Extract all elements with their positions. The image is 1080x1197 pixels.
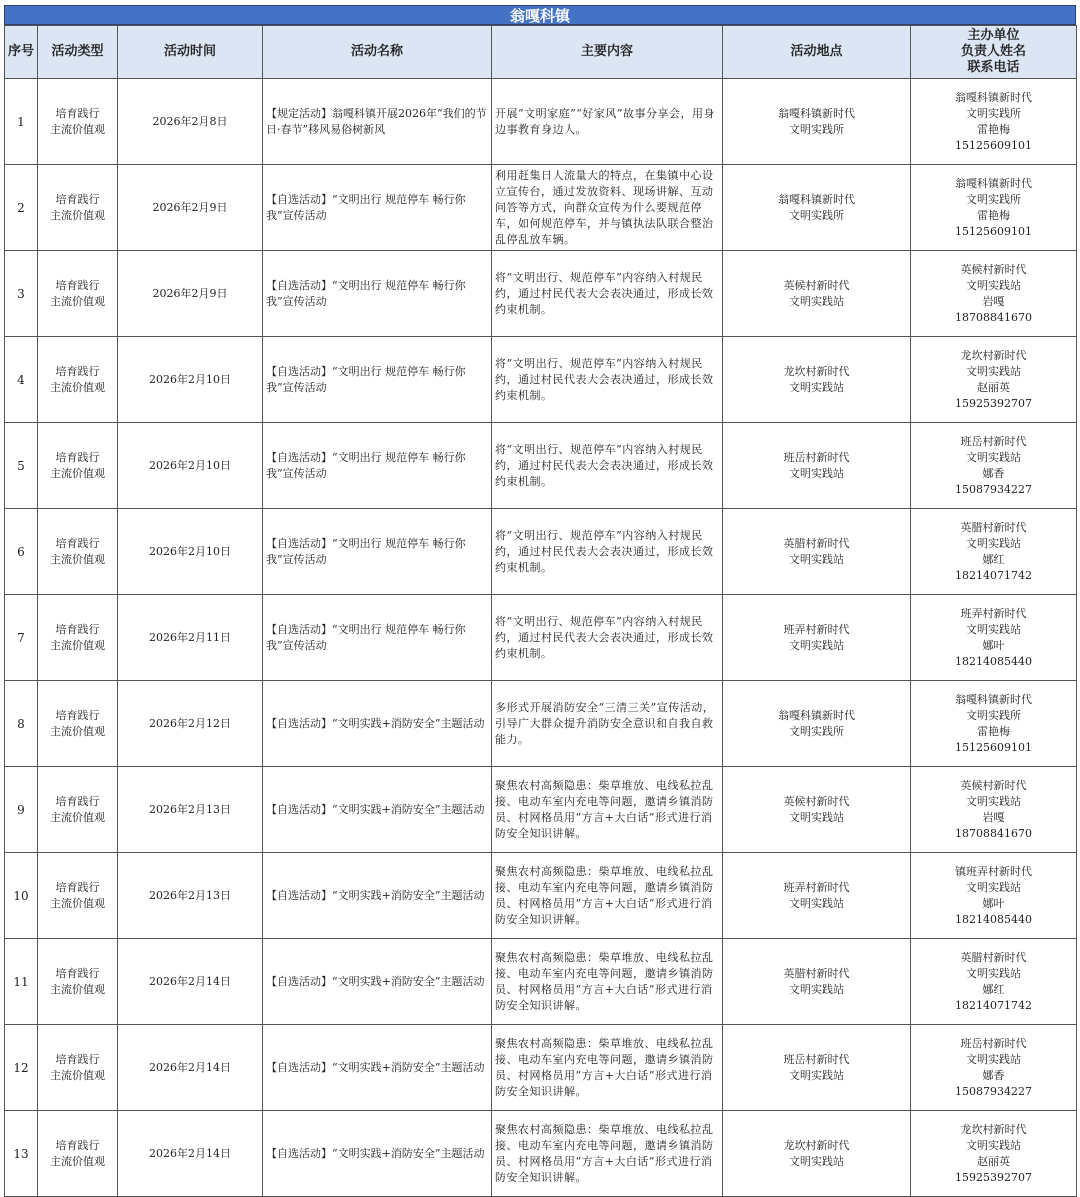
activity-type-line: 主流价值观 <box>50 208 105 222</box>
place-line: 班弄村新时代 <box>783 880 850 894</box>
table-row <box>5 165 1077 251</box>
row-organizer <box>911 681 1077 767</box>
row-organizer <box>911 337 1077 423</box>
row-index: 1 <box>5 79 38 165</box>
organizer-line: 班岳村新时代 <box>960 1036 1027 1050</box>
organizer-line: 文明实践站 <box>966 278 1021 292</box>
organizer-line: 英腊村新时代 <box>960 950 1027 964</box>
row-index: 6 <box>5 509 38 595</box>
row-activity-type <box>38 681 118 767</box>
header-organizer <box>911 26 1077 79</box>
row-index: 12 <box>5 1025 38 1111</box>
activity-type-line: 主流价值观 <box>50 638 105 652</box>
organizer-line: 娜叶 <box>982 896 1005 910</box>
table-row <box>5 853 1077 939</box>
activity-type-line: 培育践行 <box>55 106 100 120</box>
organizer-line: 赵丽英 <box>977 380 1010 394</box>
activity-type-line: 主流价值观 <box>50 810 105 824</box>
organizer-line: 娜香 <box>982 1068 1005 1082</box>
row-activity-place <box>723 251 911 337</box>
row-activity-place <box>723 79 911 165</box>
row-main-content: 将“文明出行、规范停车”内容纳入村规民约，通过村民代表大会表决通过，形成长效约束机制。 <box>492 509 723 595</box>
organizer-line: 娜红 <box>982 982 1005 996</box>
header-name: 活动名称 <box>263 26 492 79</box>
row-main-content: 聚焦农村高频隐患：柴草堆放、电线私拉乱接、电动车室内充电等问题，邀请乡镇消防员、村网格员用“方言+大白话”形式进行消防安全知识讲解。 <box>492 1111 723 1197</box>
place-line: 文明实践站 <box>789 466 844 480</box>
organizer-line: 班弄村新时代 <box>960 606 1027 620</box>
organizer-line: 雷艳梅 <box>977 122 1010 136</box>
header-time: 活动时间 <box>118 26 263 79</box>
organizer-line: 翁嘎科镇新时代 <box>955 176 1032 190</box>
table-row <box>5 509 1077 595</box>
table-row <box>5 939 1077 1025</box>
row-activity-time: 2026年2月10日 <box>118 423 263 509</box>
row-organizer <box>911 165 1077 251</box>
place-line: 英腊村新时代 <box>783 966 850 980</box>
activity-type-line: 培育践行 <box>55 1138 100 1152</box>
organizer-line: 娜红 <box>982 552 1005 566</box>
row-activity-type <box>38 595 118 681</box>
row-index: 13 <box>5 1111 38 1197</box>
row-activity-time: 2026年2月8日 <box>118 79 263 165</box>
row-index: 10 <box>5 853 38 939</box>
place-line: 翁嘎科镇新时代 <box>778 708 855 722</box>
place-line: 文明实践所 <box>789 724 844 738</box>
row-index: 11 <box>5 939 38 1025</box>
place-line: 文明实践站 <box>789 638 844 652</box>
organizer-line: 翁嘎科镇新时代 <box>955 90 1032 104</box>
row-index: 7 <box>5 595 38 681</box>
row-activity-type <box>38 939 118 1025</box>
row-activity-name: 【自选活动】“文明出行 规范停车 畅行你我”宣传活动 <box>263 337 492 423</box>
place-line: 龙坎村新时代 <box>783 364 850 378</box>
activity-type-line: 培育践行 <box>55 708 100 722</box>
row-activity-time: 2026年2月14日 <box>118 1025 263 1111</box>
place-line: 翁嘎科镇新时代 <box>778 106 855 120</box>
row-activity-type <box>38 767 118 853</box>
row-organizer <box>911 1111 1077 1197</box>
row-main-content: 聚焦农村高频隐患：柴草堆放、电线私拉乱接、电动车室内充电等问题，邀请乡镇消防员、村网格员用“方言+大白话”形式进行消防安全知识讲解。 <box>492 939 723 1025</box>
organizer-line: 15125609101 <box>955 740 1032 754</box>
row-activity-type <box>38 423 118 509</box>
row-activity-name: 【自选活动】“文明出行 规范停车 畅行你我”宣传活动 <box>263 595 492 681</box>
row-index: 5 <box>5 423 38 509</box>
organizer-line: 18708841670 <box>955 826 1032 840</box>
organizer-line: 18214071742 <box>955 998 1032 1012</box>
activity-sheet <box>4 5 1076 1197</box>
row-activity-place <box>723 681 911 767</box>
place-line: 文明实践站 <box>789 380 844 394</box>
place-line: 班弄村新时代 <box>783 622 850 636</box>
row-activity-type <box>38 79 118 165</box>
organizer-line: 18214071742 <box>955 568 1032 582</box>
row-activity-type <box>38 165 118 251</box>
row-index: 2 <box>5 165 38 251</box>
activity-type-line: 主流价值观 <box>50 896 105 910</box>
row-activity-time: 2026年2月13日 <box>118 853 263 939</box>
organizer-line: 18214085440 <box>955 912 1032 926</box>
organizer-line: 15087934227 <box>955 482 1032 496</box>
activity-type-line: 主流价值观 <box>50 380 105 394</box>
organizer-line: 文明实践站 <box>966 794 1021 808</box>
organizer-line: 15087934227 <box>955 1084 1032 1098</box>
place-line: 文明实践站 <box>789 1068 844 1082</box>
row-organizer <box>911 1025 1077 1111</box>
place-line: 文明实践站 <box>789 810 844 824</box>
row-activity-name: 【自选活动】“文明实践+消防安全”主题活动 <box>263 767 492 853</box>
header-row <box>5 26 1077 79</box>
header-organizer-phone: 联系电话 <box>967 60 1020 75</box>
row-activity-name: 【自选活动】“文明实践+消防安全”主题活动 <box>263 1025 492 1111</box>
activity-table <box>4 25 1077 1197</box>
row-main-content: 将“文明出行、规范停车”内容纳入村规民约，通过村民代表大会表决通过，形成长效约束机制。 <box>492 423 723 509</box>
place-line: 文明实践站 <box>789 896 844 910</box>
row-main-content: 将“文明出行、规范停车”内容纳入村规民约，通过村民代表大会表决通过，形成长效约束机制。 <box>492 251 723 337</box>
row-activity-time: 2026年2月9日 <box>118 251 263 337</box>
organizer-line: 娜香 <box>982 466 1005 480</box>
row-activity-place <box>723 423 911 509</box>
row-activity-time: 2026年2月12日 <box>118 681 263 767</box>
activity-type-line: 主流价值观 <box>50 1154 105 1168</box>
place-line: 英腊村新时代 <box>783 536 850 550</box>
place-line: 文明实践站 <box>789 294 844 308</box>
row-activity-name: 【自选活动】“文明实践+消防安全”主题活动 <box>263 681 492 767</box>
row-main-content: 聚焦农村高频隐患：柴草堆放、电线私拉乱接、电动车室内充电等问题，邀请乡镇消防员、村网格员用“方言+大白话”形式进行消防安全知识讲解。 <box>492 853 723 939</box>
header-organizer-person: 负责人姓名 <box>960 44 1026 59</box>
place-line: 英候村新时代 <box>783 794 850 808</box>
organizer-line: 15925392707 <box>955 396 1032 410</box>
activity-type-line: 培育践行 <box>55 1052 100 1066</box>
activity-type-line: 培育践行 <box>55 880 100 894</box>
header-type: 活动类型 <box>38 26 118 79</box>
organizer-line: 文明实践站 <box>966 1052 1021 1066</box>
row-activity-place <box>723 509 911 595</box>
organizer-line: 18708841670 <box>955 310 1032 324</box>
table-row <box>5 337 1077 423</box>
activity-type-line: 培育践行 <box>55 622 100 636</box>
row-activity-type <box>38 1111 118 1197</box>
row-index: 3 <box>5 251 38 337</box>
activity-type-line: 主流价值观 <box>50 552 105 566</box>
sheet-title: 翁嘎科镇 <box>4 5 1076 25</box>
row-organizer <box>911 509 1077 595</box>
row-activity-name: 【自选活动】“文明出行 规范停车 畅行你我”宣传活动 <box>263 251 492 337</box>
activity-type-line: 主流价值观 <box>50 724 105 738</box>
row-activity-place <box>723 1025 911 1111</box>
row-activity-name: 【自选活动】“文明出行 规范停车 畅行你我”宣传活动 <box>263 165 492 251</box>
header-organizer-unit: 主办单位 <box>967 28 1020 43</box>
row-main-content: 聚焦农村高频隐患：柴草堆放、电线私拉乱接、电动车室内充电等问题，邀请乡镇消防员、村网格员用“方言+大白话”形式进行消防安全知识讲解。 <box>492 767 723 853</box>
organizer-line: 文明实践站 <box>966 1138 1021 1152</box>
organizer-line: 岩嘎 <box>982 810 1005 824</box>
row-organizer <box>911 251 1077 337</box>
organizer-line: 龙坎村新时代 <box>960 348 1027 362</box>
row-main-content: 利用赶集日人流量大的特点，在集镇中心设立宣传台，通过发放资料、现场讲解、互动问答等方式，向群众宣传为什么要规范停车，如何规范停车，并与镇执法队联合整治乱停乱放车辆。 <box>492 165 723 251</box>
row-activity-name: 【自选活动】“文明实践+消防安全”主题活动 <box>263 853 492 939</box>
organizer-line: 英腊村新时代 <box>960 520 1027 534</box>
organizer-line: 娜叶 <box>982 638 1005 652</box>
place-line: 龙坎村新时代 <box>783 1138 850 1152</box>
organizer-line: 文明实践所 <box>966 192 1021 206</box>
row-activity-type <box>38 337 118 423</box>
row-activity-place <box>723 767 911 853</box>
organizer-line: 班岳村新时代 <box>960 434 1027 448</box>
table-row <box>5 767 1077 853</box>
activity-type-line: 主流价值观 <box>50 122 105 136</box>
row-main-content: 开展“文明家庭”“好家风”故事分享会，用身边事教育身边人。 <box>492 79 723 165</box>
activity-type-line: 主流价值观 <box>50 1068 105 1082</box>
place-line: 文明实践所 <box>789 208 844 222</box>
row-organizer <box>911 79 1077 165</box>
row-main-content: 多形式开展消防安全“三清三关”宣传活动，引导广大群众提升消防安全意识和自我自救能力。 <box>492 681 723 767</box>
row-activity-name: 【自选活动】“文明实践+消防安全”主题活动 <box>263 1111 492 1197</box>
organizer-line: 文明实践所 <box>966 708 1021 722</box>
row-activity-name: 【规定活动】翁嘎科镇开展2026年“我们的节日·春节”移风易俗树新风 <box>263 79 492 165</box>
activity-type-line: 培育践行 <box>55 794 100 808</box>
organizer-line: 文明实践站 <box>966 880 1021 894</box>
table-row <box>5 595 1077 681</box>
organizer-line: 英候村新时代 <box>960 778 1027 792</box>
activity-type-line: 培育践行 <box>55 278 100 292</box>
row-organizer <box>911 767 1077 853</box>
table-row <box>5 251 1077 337</box>
organizer-line: 文明实践站 <box>966 364 1021 378</box>
organizer-line: 文明实践站 <box>966 536 1021 550</box>
header-place: 活动地点 <box>723 26 911 79</box>
table-row <box>5 681 1077 767</box>
row-main-content: 将“文明出行、规范停车”内容纳入村规民约，通过村民代表大会表决通过，形成长效约束机制。 <box>492 595 723 681</box>
table-row <box>5 79 1077 165</box>
activity-type-line: 培育践行 <box>55 450 100 464</box>
organizer-line: 15125609101 <box>955 138 1032 152</box>
header-content: 主要内容 <box>492 26 723 79</box>
place-line: 文明实践站 <box>789 552 844 566</box>
organizer-line: 文明实践站 <box>966 966 1021 980</box>
organizer-line: 文明实践所 <box>966 106 1021 120</box>
organizer-line: 18214085440 <box>955 654 1032 668</box>
row-organizer <box>911 853 1077 939</box>
row-activity-type <box>38 251 118 337</box>
organizer-line: 文明实践站 <box>966 450 1021 464</box>
row-activity-time: 2026年2月14日 <box>118 1111 263 1197</box>
organizer-line: 镇班弄村新时代 <box>955 864 1032 878</box>
row-index: 4 <box>5 337 38 423</box>
organizer-line: 赵丽英 <box>977 1154 1010 1168</box>
place-line: 文明实践所 <box>789 122 844 136</box>
row-activity-place <box>723 165 911 251</box>
organizer-line: 岩嘎 <box>982 294 1005 308</box>
place-line: 翁嘎科镇新时代 <box>778 192 855 206</box>
place-line: 文明实践站 <box>789 982 844 996</box>
row-index: 9 <box>5 767 38 853</box>
organizer-line: 15925392707 <box>955 1170 1032 1184</box>
table-row <box>5 1025 1077 1111</box>
activity-type-line: 主流价值观 <box>50 294 105 308</box>
organizer-line: 雷艳梅 <box>977 208 1010 222</box>
place-line: 文明实践站 <box>789 1154 844 1168</box>
row-activity-time: 2026年2月10日 <box>118 509 263 595</box>
place-line: 班岳村新时代 <box>783 450 850 464</box>
row-activity-place <box>723 337 911 423</box>
row-activity-name: 【自选活动】“文明实践+消防安全”主题活动 <box>263 939 492 1025</box>
row-activity-time: 2026年2月11日 <box>118 595 263 681</box>
organizer-line: 翁嘎科镇新时代 <box>955 692 1032 706</box>
organizer-line: 雷艳梅 <box>977 724 1010 738</box>
row-activity-time: 2026年2月13日 <box>118 767 263 853</box>
activity-type-line: 主流价值观 <box>50 466 105 480</box>
row-index: 8 <box>5 681 38 767</box>
row-activity-place <box>723 939 911 1025</box>
row-activity-place <box>723 595 911 681</box>
activity-type-line: 主流价值观 <box>50 982 105 996</box>
activity-type-line: 培育践行 <box>55 192 100 206</box>
place-line: 英候村新时代 <box>783 278 850 292</box>
row-activity-time: 2026年2月14日 <box>118 939 263 1025</box>
row-activity-name: 【自选活动】“文明出行 规范停车 畅行你我”宣传活动 <box>263 509 492 595</box>
organizer-line: 文明实践站 <box>966 622 1021 636</box>
organizer-line: 15125609101 <box>955 224 1032 238</box>
row-activity-name: 【自选活动】“文明出行 规范停车 畅行你我”宣传活动 <box>263 423 492 509</box>
table-row <box>5 423 1077 509</box>
row-activity-place <box>723 1111 911 1197</box>
row-main-content: 将“文明出行、规范停车”内容纳入村规民约，通过村民代表大会表决通过，形成长效约束机制。 <box>492 337 723 423</box>
activity-type-line: 培育践行 <box>55 966 100 980</box>
header-index: 序号 <box>5 26 38 79</box>
table-row <box>5 1111 1077 1197</box>
row-activity-type <box>38 853 118 939</box>
row-organizer <box>911 423 1077 509</box>
row-organizer <box>911 939 1077 1025</box>
activity-type-line: 培育践行 <box>55 364 100 378</box>
row-activity-time: 2026年2月9日 <box>118 165 263 251</box>
row-organizer <box>911 595 1077 681</box>
row-activity-place <box>723 853 911 939</box>
row-activity-time: 2026年2月10日 <box>118 337 263 423</box>
organizer-line: 英候村新时代 <box>960 262 1027 276</box>
activity-type-line: 培育践行 <box>55 536 100 550</box>
row-main-content: 聚焦农村高频隐患：柴草堆放、电线私拉乱接、电动车室内充电等问题，邀请乡镇消防员、村网格员用“方言+大白话”形式进行消防安全知识讲解。 <box>492 1025 723 1111</box>
organizer-line: 龙坎村新时代 <box>960 1122 1027 1136</box>
place-line: 班岳村新时代 <box>783 1052 850 1066</box>
row-activity-type <box>38 509 118 595</box>
row-activity-type <box>38 1025 118 1111</box>
